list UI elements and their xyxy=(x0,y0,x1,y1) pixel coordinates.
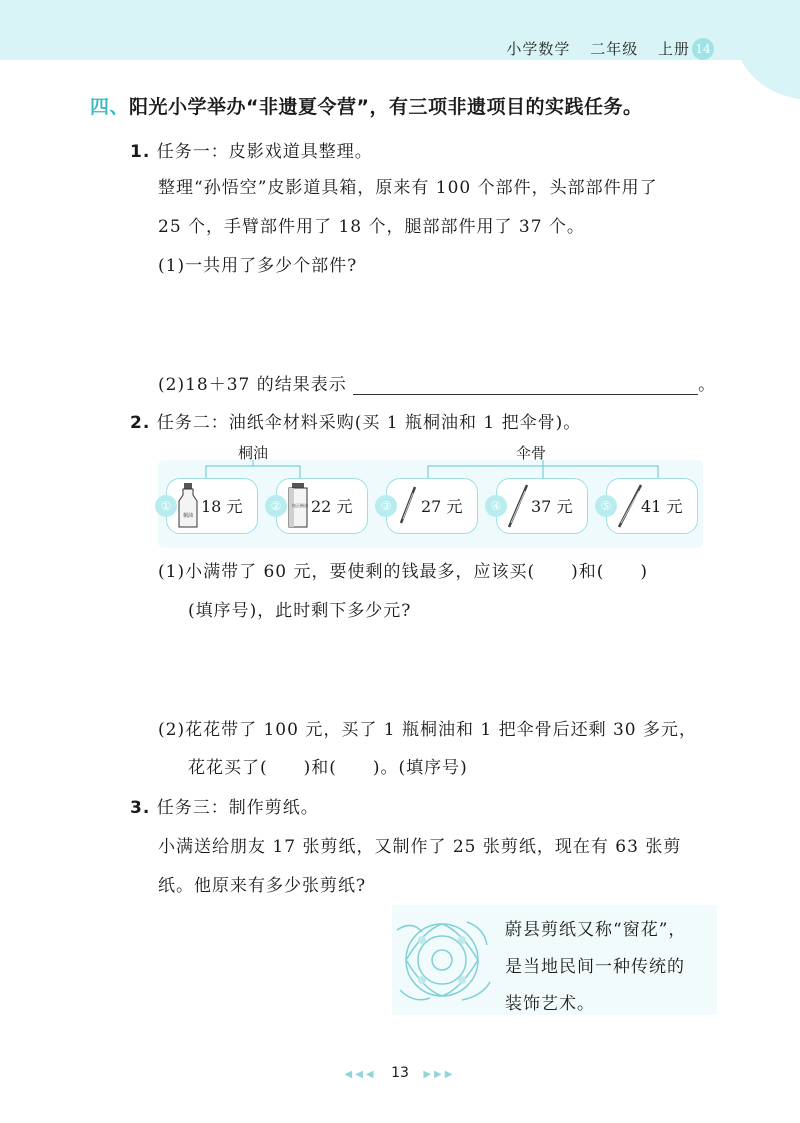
bottle-label: 桐油 xyxy=(182,513,194,519)
task3-title: 任务三：制作剪纸。 xyxy=(156,798,319,818)
group-label-oil: 桐油 xyxy=(238,444,269,462)
umbrella-rib-icon xyxy=(397,483,419,529)
task3-number: 3. xyxy=(130,798,151,818)
item-number: ④ xyxy=(485,495,507,517)
item-number: ② xyxy=(265,495,287,517)
item-price: 22 元 xyxy=(311,497,353,516)
can-label: 纯正桐油 xyxy=(292,503,308,508)
product-item-3 xyxy=(380,478,478,534)
header-grade: 二年级 xyxy=(590,40,639,58)
task1-question1: (1)一共用了多少个部件? xyxy=(158,256,358,276)
product-item-2 xyxy=(270,478,368,534)
can-icon xyxy=(287,483,309,529)
task2-title: 任务二：油纸伞材料采购(买 1 瓶桐油和 1 把伞骨)。 xyxy=(156,413,582,433)
papercut-note xyxy=(505,912,686,1023)
item-number: ③ xyxy=(375,495,397,517)
task2-question2-line2: 花花买了( )和( )。(填序号) xyxy=(188,758,468,778)
item-price: 37 元 xyxy=(531,497,573,516)
task3-line1: 小满送给朋友 17 张剪纸，又制作了 25 张剪纸，现在有 63 张剪 xyxy=(158,837,682,857)
task2-question1-line2: (填序号)，此时剩下多少元? xyxy=(188,601,412,621)
papercut-image xyxy=(392,910,497,1010)
product-item-4 xyxy=(490,478,588,534)
umbrella-rib-icon xyxy=(507,483,529,529)
task2-heading xyxy=(130,408,581,433)
item-number: ① xyxy=(155,495,177,517)
papercut-note-line: 蔚县剪纸又称“窗花”， xyxy=(505,920,687,940)
task1-heading xyxy=(130,137,373,162)
task2-question1-line1: (1)小满带了 60 元，要使剩的钱最多，应该买( )和( ) xyxy=(158,562,649,582)
papercut-note-line: 是当地民间一种传统的 xyxy=(505,957,685,977)
product-item-1 xyxy=(160,478,258,534)
page-footer xyxy=(0,1065,800,1081)
item-price: 27 元 xyxy=(421,497,463,516)
period: 。 xyxy=(698,375,717,395)
task2-number: 2. xyxy=(130,413,151,433)
bottle-icon xyxy=(177,483,199,529)
group-label-rib: 伞骨 xyxy=(516,444,547,462)
header-volume: 上册 xyxy=(657,40,690,58)
umbrella-rib-icon xyxy=(617,483,643,529)
section-number: 四、 xyxy=(90,96,130,118)
page-badge: 14 xyxy=(692,38,714,60)
product-strip xyxy=(158,440,703,550)
task1-question2 xyxy=(158,370,716,395)
task1-question2-text: (2)18＋37 的结果表示 xyxy=(158,375,347,395)
item-price: 18 元 xyxy=(201,497,243,516)
task1-line1: 整理“孙悟空”皮影道具箱，原来有 100 个部件，头部部件用了 xyxy=(158,178,658,198)
product-item-5 xyxy=(600,478,698,534)
left-arrows-icon: ◀◀◀ xyxy=(344,1069,377,1080)
answer-blank-line[interactable] xyxy=(353,376,698,395)
header-subject: 小学数学 xyxy=(506,40,571,58)
task1-line2: 25 个，手臂部件用了 18 个，腿部部件用了 37 个。 xyxy=(158,217,585,237)
running-header xyxy=(492,38,690,59)
task1-title: 任务一：皮影戏道具整理。 xyxy=(156,142,373,162)
section-title xyxy=(90,92,643,119)
papercut-note-line: 装饰艺术。 xyxy=(505,994,595,1014)
page-number: 13 xyxy=(391,1065,409,1081)
item-number: ⑤ xyxy=(595,495,617,517)
task3-line2: 纸。他原来有多少张剪纸? xyxy=(158,876,367,896)
section-title-text: 阳光小学举办“非遗夏令营”，有三项非遗项目的实践任务。 xyxy=(129,96,643,118)
right-arrows-icon: ▶▶▶ xyxy=(423,1069,456,1080)
item-price: 41 元 xyxy=(641,497,683,516)
task1-number: 1. xyxy=(130,142,151,162)
task2-question2-line1: (2)花花带了 100 元，买了 1 瓶桐油和 1 把伞骨后还剩 30 多元， xyxy=(158,720,698,740)
task3-heading xyxy=(130,793,319,818)
